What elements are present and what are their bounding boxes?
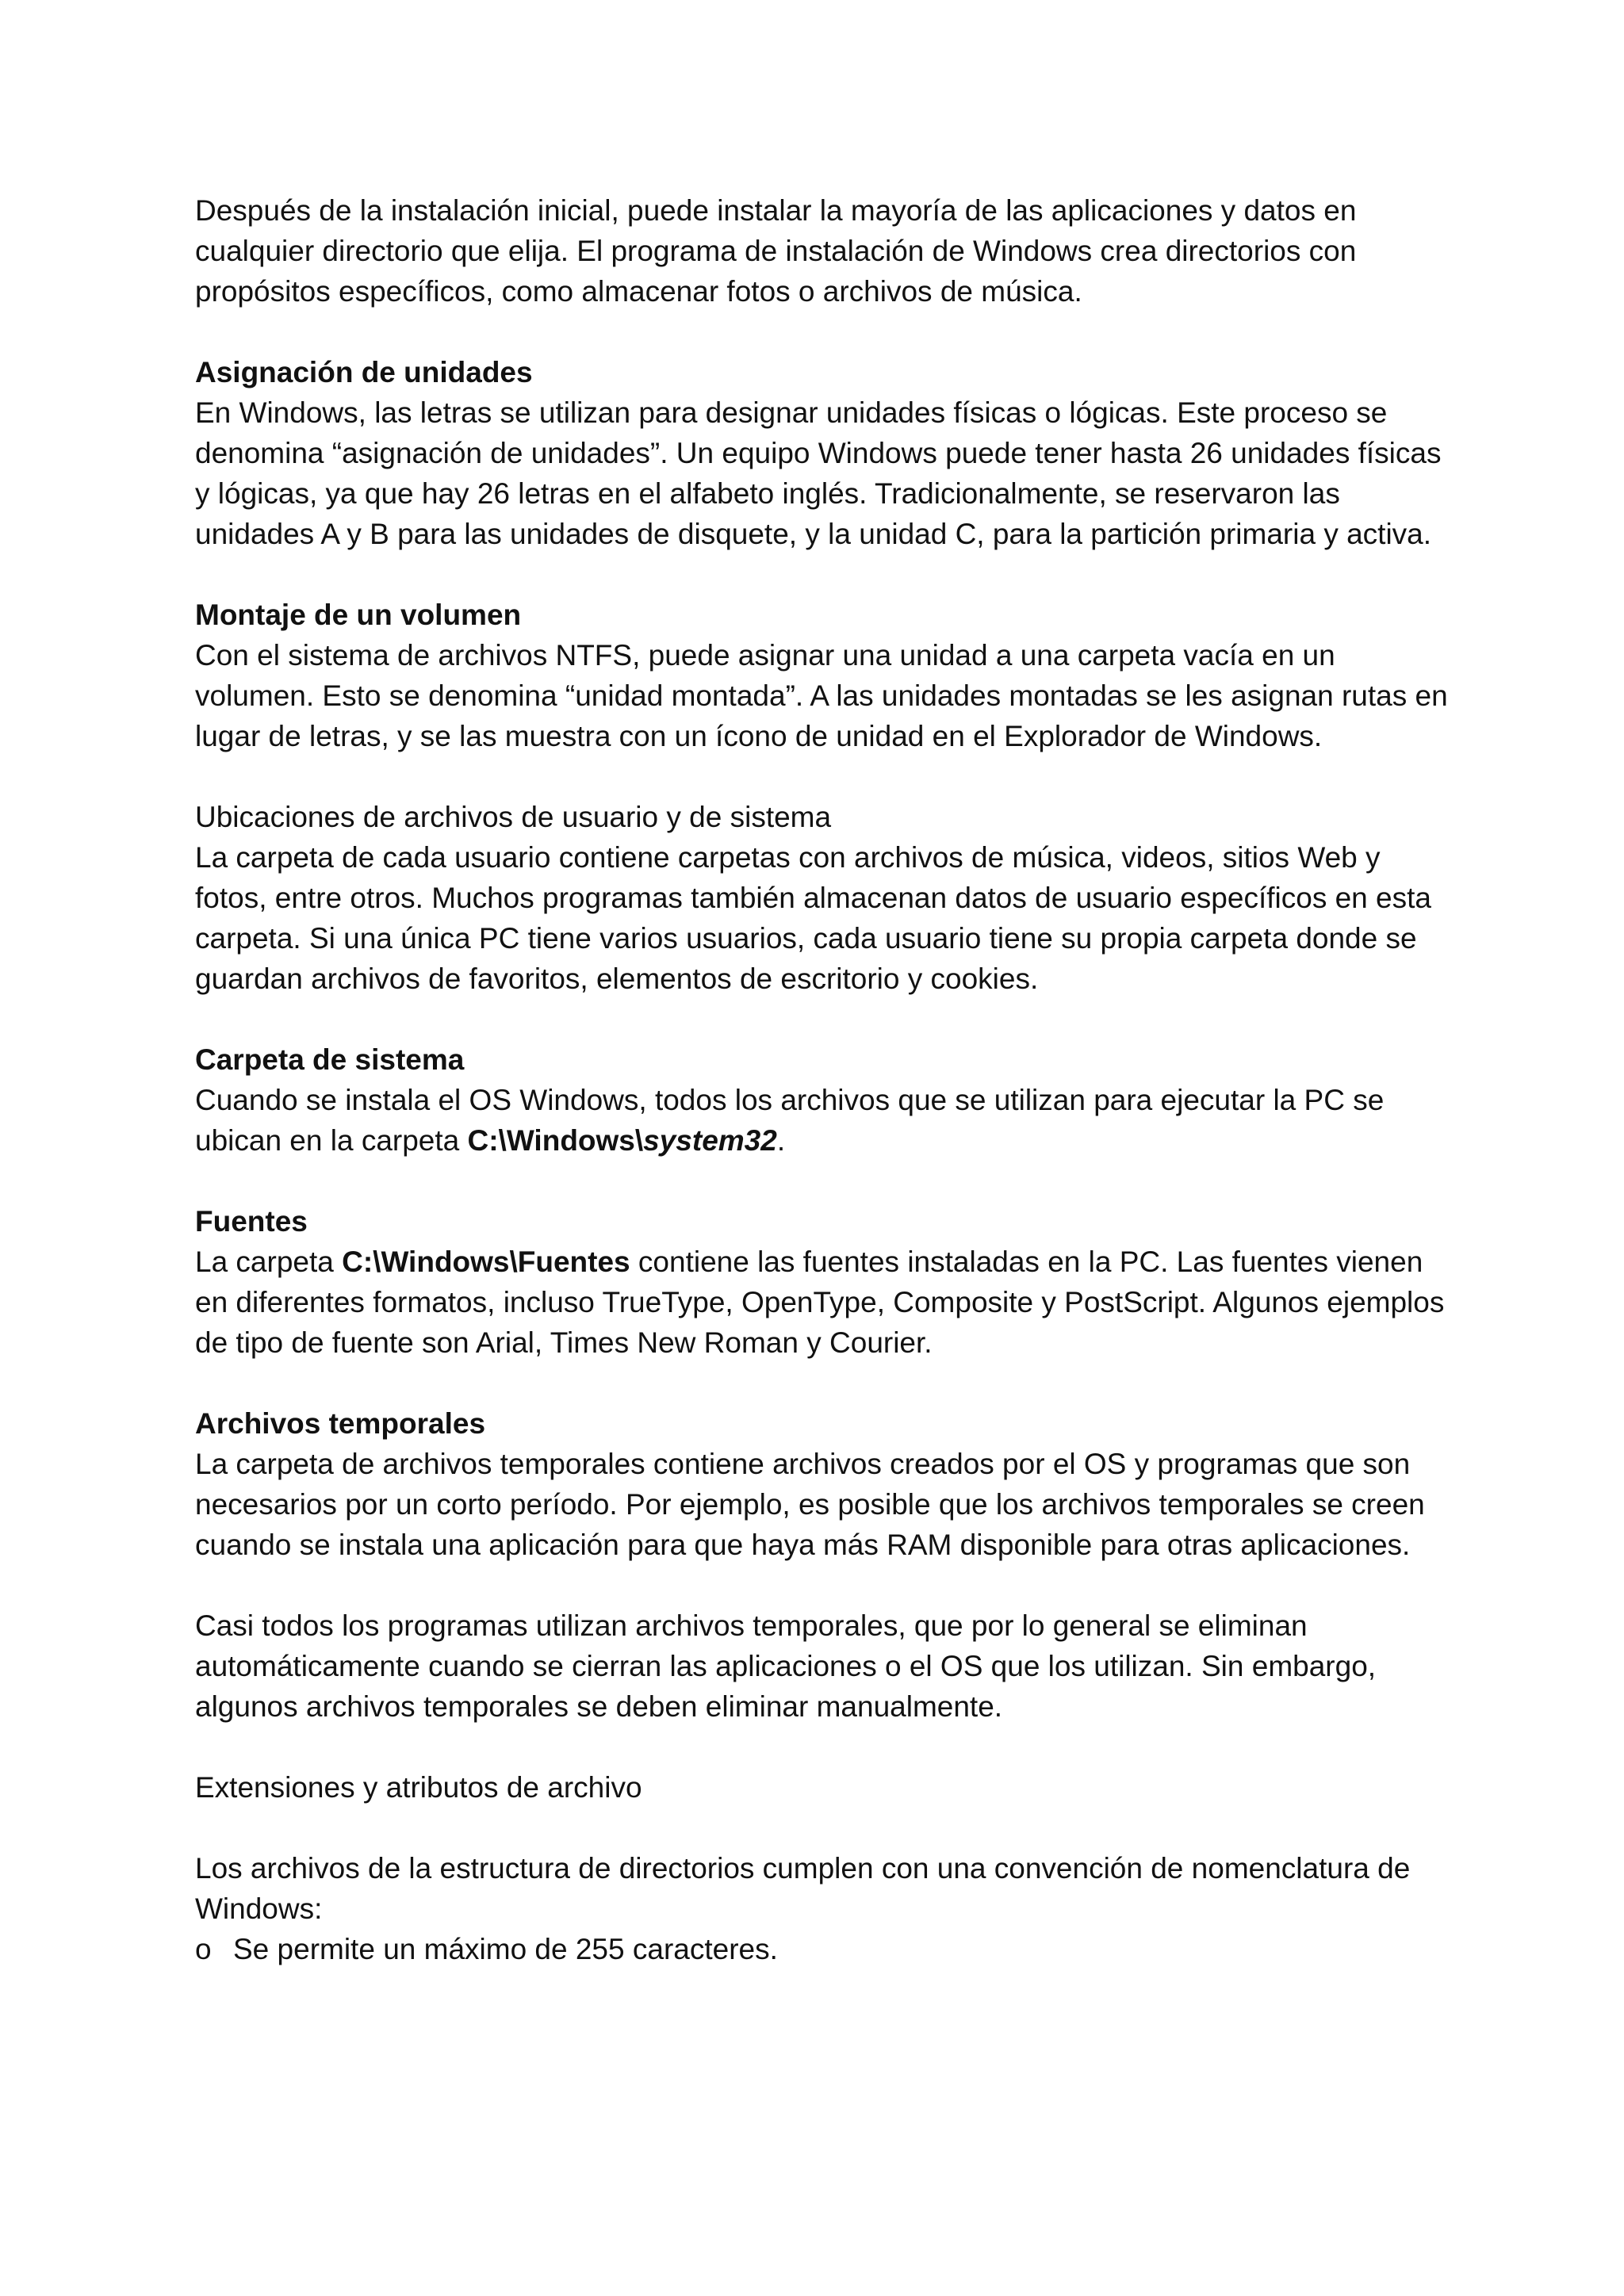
extensions-text: Los archivos de la estructura de directorios cumplen con una convención de nomenclatura de Windows: — [195, 1852, 1411, 1925]
temp-files-section — [195, 1403, 1456, 1565]
drive-mapping-text: En Windows, las letras se utilizan para designar unidades físicas o lógicas. Este proceso se denomina “asignación de unidades”. Un equipo Windows puede tener hasta 26 unidades físicas y lógicas, ya que hay 26 letras en el alfabeto inglés. Tradicionalmente, se reservaron las unidades A y B para las unidades de disquete, y la unidad C, para la partición primaria y activa. — [195, 396, 1442, 550]
drive-mapping-section — [195, 352, 1456, 554]
user-locations-heading: Ubicaciones de archivos de usuario y de sistema — [195, 801, 832, 833]
system-folder-section — [195, 1039, 1456, 1161]
system-folder-text-after: . — [776, 1124, 786, 1157]
fonts-path: C:\Windows\Fuentes — [342, 1246, 630, 1278]
fonts-text — [195, 1242, 1456, 1363]
volume-mount-section — [195, 595, 1456, 756]
fonts-heading: Fuentes — [195, 1205, 308, 1238]
user-locations-section — [195, 797, 1456, 999]
system-folder-heading: Carpeta de sistema — [195, 1043, 465, 1076]
fonts-text-before: La carpeta — [195, 1246, 343, 1278]
extensions-heading: Extensiones y atributos de archivo — [195, 1771, 642, 1804]
list-item — [195, 1929, 1456, 1969]
user-locations-text: La carpeta de cada usuario contiene carpetas con archivos de música, videos, sitios Web y fotos, entre otros. Muchos programas también almacenan datos de usuario específicos en esta carpeta. Si una única PC tiene varios usuarios, cada usuario tiene su propia carpeta donde se guardan archivos de favoritos, elementos de escritorio y cookies. — [195, 841, 1431, 995]
fonts-section — [195, 1201, 1456, 1363]
temp-files-paragraph-2: Casi todos los programas utilizan archivos temporales, que por lo general se eliminan automáticamente cuando se cierran las aplicaciones o el OS que los utilizan. Sin embargo, algunos archivos temporales se deben eliminar manualmente. — [195, 1609, 1377, 1723]
extensions-bullet-list — [195, 1929, 1456, 1969]
bullet-marker-icon: o — [195, 1933, 212, 1965]
temp-files-heading: Archivos temporales — [195, 1407, 486, 1440]
document-page — [195, 190, 1456, 1969]
intro-paragraph: Después de la instalación inicial, puede instalar la mayoría de las aplicaciones y datos en cualquier directorio que elija. El programa de instalación de Windows crea directorios con propósitos específicos, como almacenar fotos o archivos de música. — [195, 194, 1357, 308]
temp-files-text: La carpeta de archivos temporales contiene archivos creados por el OS y programas que son necesarios por un corto período. Por ejemplo, es posible que los archivos temporales se creen cuando se instala una aplicación para que haya más RAM disponible para otras aplicaciones. — [195, 1448, 1425, 1561]
extensions-section — [195, 1848, 1456, 1969]
drive-mapping-heading: Asignación de unidades — [195, 356, 533, 388]
system-folder-path: C:\Windows\ — [467, 1124, 644, 1157]
system-folder-text-before: Cuando se instala el OS Windows, todos los archivos que se utilizan para ejecutar la PC se ubican en la carpeta — [195, 1084, 1385, 1157]
volume-mount-heading: Montaje de un volumen — [195, 599, 522, 631]
fonts-text-after: contiene las fuentes instaladas en la PC. Las fuentes vienen en diferentes formatos, incluso TrueType, OpenType, Composite y PostScript. Algunos ejemplos de tipo de fuente son Arial, Times New Roman y Courier. — [195, 1246, 1445, 1359]
volume-mount-text: Con el sistema de archivos NTFS, puede asignar una unidad a una carpeta vacía en un volumen. Esto se denomina “unidad montada”. A las unidades montadas se les asignan rutas en lugar de letras, y se las muestra con un ícono de unidad en el Explorador de Windows. — [195, 639, 1448, 752]
system-folder-text — [195, 1080, 1456, 1161]
list-item-text: Se permite un máximo de 255 caracteres. — [233, 1933, 778, 1965]
system-folder-path-italic: system32 — [643, 1124, 777, 1157]
